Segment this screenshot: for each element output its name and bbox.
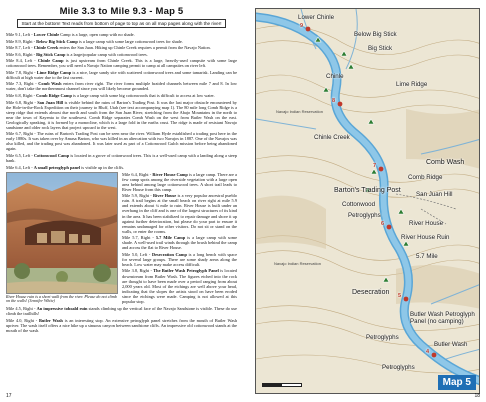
- river-entry: [6, 153, 237, 163]
- entry-name: Big Stick Camp: [36, 51, 66, 57]
- entry-name: 5.7 Mile Camp: [155, 235, 186, 241]
- entry-text: is a very popular ancestral pueblo ruin. A trail begins at the small beach on river right at mile 5.9 and extends about ¼ mile to ruin. River House is built under an overhang in the cliff and is one of the largest structures of its kind in the area. It has been stabilized to repair damage and shore it up against further deterioration, but please do your part to ensure it remains undamaged for other visitors. Do not sit or stand on the walls, or enter the rooms.: [122, 193, 237, 234]
- river-entry: [6, 100, 237, 130]
- entry-name: An impressive toboald ruin: [36, 306, 88, 312]
- entry-text: The ruins of Barton's Trading Post can be seen near the river. William Hyde established a trading post here in the early 1880s. It was taken over by Amasa Barton, who was killed in an altercation with two Navajos in 1887. One of the Navajos was also killed, and the trading post was abandoned. It was later used as part of a Cottonwood Gulch mission before being abandoned again.: [6, 131, 237, 152]
- entry-text: is just upstream from Chinle Creek. This is a large, heavily-used campsite with some large cottonwood trees. Remember, you will need a Navajo Nation camping permit to camp at all campsites on river left.: [6, 58, 238, 69]
- mile-marker-label: 4: [426, 349, 430, 355]
- river-entry: [6, 58, 237, 68]
- label-comb-wash: Comb Wash: [426, 159, 465, 166]
- entry-mile: Mile 8.9, Right -: [6, 38, 37, 44]
- river-entry: [6, 93, 237, 98]
- river-entry: [6, 165, 237, 170]
- entry-name: Comb Wash: [38, 81, 62, 87]
- entry-text: enters the San Juan. Hiking up Chinle Creek requires a permit from the Navajo Nation.: [58, 45, 211, 51]
- scale-bar: [262, 383, 302, 387]
- entry-text: is located downstream from Butler Wash. The figures etched into the rock are thought to have been made over a period ranging from about 2,000 years old. Most of the etchings are well above your head, indicating that the slopes the artists stood on have been eroded since the etchings were made. Camping is not allowed at this popular stop.: [122, 268, 237, 304]
- river-house-photo: [6, 172, 118, 294]
- entry-mile: Mile 6.4, Left -: [6, 164, 34, 170]
- photo-column: [6, 172, 118, 306]
- label-petroglyphs-1: Petroglyphs: [348, 212, 381, 219]
- entry-mile: Mile 8.7, Left -: [6, 45, 34, 51]
- entry-mile: Mile 8.6, Right -: [6, 51, 37, 57]
- entry-name: Chinle Camp: [37, 58, 64, 64]
- entry-mile: Mile 5.0, Left -: [122, 251, 152, 257]
- label-petroglyphs-2: Petroglyphs: [366, 334, 399, 341]
- river-map: [255, 8, 480, 394]
- river-entry: [6, 32, 237, 37]
- entry-mile: Mile 3.8, Right -: [122, 268, 154, 274]
- entry-name: The Butler Wash Petroglyph Panel: [153, 268, 219, 274]
- entry-mile: Mile 6.5, Left -: [6, 152, 34, 158]
- label-river-house-ruin: River House Ruin: [401, 234, 450, 241]
- entry-name: Chinle Creek: [33, 45, 59, 51]
- page-title: Mile 3.3 to Mile 9.3 - Map 5: [59, 6, 184, 17]
- entry-mile: Mile 6.4, Right -: [122, 171, 153, 177]
- river-entry: [6, 131, 237, 151]
- entry-name: Lime Ridge Camp: [36, 69, 72, 75]
- river-entry: [122, 268, 237, 303]
- label-bartons-trading-post: Barton's Trading Post: [334, 187, 401, 194]
- entry-text: stands climbing up the vertical face of the Navajo Sandstone is visible. These do use climb the trailhills!: [6, 306, 237, 317]
- entry-mile: Mile 7.8, Right -: [6, 69, 37, 75]
- photo-section: [6, 172, 237, 306]
- river-entry: [6, 318, 237, 333]
- entry-name: River House Camp: [152, 171, 188, 177]
- entry-text: is a long bench with space for several large groups. There are some shady areas along the beach. Low water may make access difficult.: [122, 251, 237, 267]
- mile-marker-label: 9: [300, 23, 304, 29]
- entry-name: Below Big Stick Camp: [36, 38, 78, 44]
- river-entries-bottom: [6, 306, 237, 333]
- river-entry: [122, 235, 237, 250]
- entry-text: is located in a grove of cottonwood trees. This is a well-used camp with a landing along a steep bank.: [6, 152, 237, 164]
- label-butler-wash: Butler Wash: [434, 341, 468, 348]
- entry-text: is a large camp with some big cottonwoods that is difficult to access at low water.: [71, 92, 215, 98]
- label-5-7-mile: 5.7 Mile: [416, 253, 438, 260]
- mile-marker-label: 5: [398, 293, 402, 299]
- label-comb-ridge: Comb Ridge: [408, 174, 443, 181]
- entry-text: is visible up in the cliffs.: [80, 164, 125, 170]
- entry-name: River House: [153, 193, 177, 199]
- label-petroglyphs-3: Petroglyphs: [382, 364, 415, 371]
- river-entry: [6, 81, 237, 91]
- entry-mile: Mile 5.7, Right -: [122, 235, 156, 241]
- label-desecration: Desecration: [352, 289, 390, 296]
- label-navajo-reservation-2: Navajo Indian Reservation: [274, 261, 321, 266]
- entry-mile: Mile 6.8, Right -: [6, 99, 38, 105]
- entry-name: Cottonwood Camp: [34, 152, 70, 158]
- page-number-right: 18: [474, 393, 480, 399]
- label-river-house: River House: [409, 220, 444, 227]
- label-butler-wash-panel: Butler Wash Petroglyph Panel (no camping): [410, 311, 475, 325]
- photo-caption: River House ruin is a short walk from the river. Please do not climb on the walls! (Jennifer White): [6, 293, 117, 304]
- entry-text: is a large camp. There are a few camp spots among the riverside vegetation with a large open area behind among large cottonwood trees. A short trail leads to River House from this camp.: [122, 171, 237, 192]
- entry-mile: Mile 9.1, Left -: [6, 32, 34, 37]
- entry-text: is visible behind the ruins of Barton's Trading Post. It was the last major obstacle encountered by the Hole-in-the-Rock Expedition on their journey to Bluff, Utah (see text accompanying map 1). The 80 mile long Comb Ridge is a steep ridge that extends almost due north and south from the San Juan River, stretching from the Abajo Mountains in the north to near the town of Kayenta to the southwest. Comb Ridge separates Comb Wash on the west from Butler Wash on the east. Geologically speaking, it is formed by a monocline, which is a large fold in the earths crust. The ridge is made of resistant Navajo sandstone and older rock layers that project upward to the west.: [6, 99, 237, 130]
- river-entry: [122, 172, 237, 192]
- entry-name: Desecration Camp: [151, 251, 187, 257]
- mile-marker-label: 7: [373, 163, 377, 169]
- label-lower-chinle: Lower Chinle: [298, 14, 335, 21]
- entry-name: Butler Wash: [38, 317, 63, 323]
- entry-name: Comb Ridge Camp: [36, 92, 72, 98]
- entry-name: Lower Chinle: [33, 32, 60, 37]
- entry-text: is a large camp with some shade. A well-used trail winds through the brush behind the camp and across the flat to River House.: [122, 235, 238, 251]
- entry-mile: Mile 8.4, Left -: [6, 58, 38, 64]
- entry-mile: Mile 5.9, Right -: [122, 193, 153, 199]
- river-entry: [6, 306, 237, 316]
- river-entries-side: [122, 172, 237, 306]
- entry-mile: Mile 6.7, Right -: [6, 131, 37, 137]
- label-chinle-creek: Chinle Creek: [314, 134, 350, 141]
- label-lime-ridge: Lime Ridge: [396, 81, 428, 88]
- entry-text: is a nice, large sandy site with scattered cottonwood trees and some tamarisk. Landing can be difficult at high water due to the fast current.: [6, 69, 237, 80]
- river-entry: [6, 39, 237, 44]
- label-cottonwood: Cottonwood: [342, 201, 376, 208]
- entry-text: Camp is a large, open camp with no shade.: [59, 32, 135, 37]
- entry-mile: Mile 4.0, Right -: [6, 317, 39, 323]
- map-title-badge: Map 5: [438, 375, 476, 390]
- page-number-left: 17: [6, 393, 12, 399]
- river-entry: [122, 252, 237, 267]
- mile-marker-label: 8: [332, 98, 336, 104]
- entry-text: is an interesting stop. An extensive petroglyph panel stretches from the mouth of Butler Wash upriver. The wash itself offers a nice hike up a sinuous canyon between sandstone cliffs. An impressive old cottonwood stands at the mouth of the wash.: [6, 317, 237, 333]
- entry-text: enters from river right. The river forms multiple braided channels between mile 7 and 8. In low water, don't take the northernmost channel since you will likely become grounded.: [6, 81, 237, 92]
- entry-name: San Juan Hill: [37, 99, 64, 105]
- entry-text: is a large camp with some large cottonwood trees for shade.: [77, 38, 183, 44]
- river-house-illustration: [7, 173, 118, 294]
- river-entry: [6, 70, 237, 80]
- entry-name: A small petroglyph panel: [33, 164, 81, 170]
- label-chinle: Chinle: [326, 73, 344, 80]
- river-entry: [6, 52, 237, 57]
- river-entry: [6, 45, 237, 50]
- entry-mile: Mile 4.5, Right -: [6, 306, 37, 312]
- right-page: [243, 0, 486, 402]
- entry-text: is a large/popular camp with cottonwood trees.: [65, 51, 148, 57]
- label-big-stick: Big Stick: [368, 45, 393, 52]
- river-entry: [122, 193, 237, 233]
- label-navajo-reservation-1: Navajo Indian Reservation: [276, 109, 323, 114]
- river-entries-top: [6, 32, 237, 170]
- reading-instruction: Start at the bottom! Text reads from bottom of page to top as on all map pages along with the river!: [17, 19, 225, 28]
- entry-mile: Mile 7.3, Right -: [6, 81, 39, 87]
- entry-mile: Mile 6.8, Right -: [6, 92, 37, 98]
- label-san-juan-hill: San Juan Hill: [416, 191, 453, 198]
- label-below-big-stick: Below Big Stick: [354, 31, 397, 38]
- mile-marker-label: 6: [381, 221, 385, 227]
